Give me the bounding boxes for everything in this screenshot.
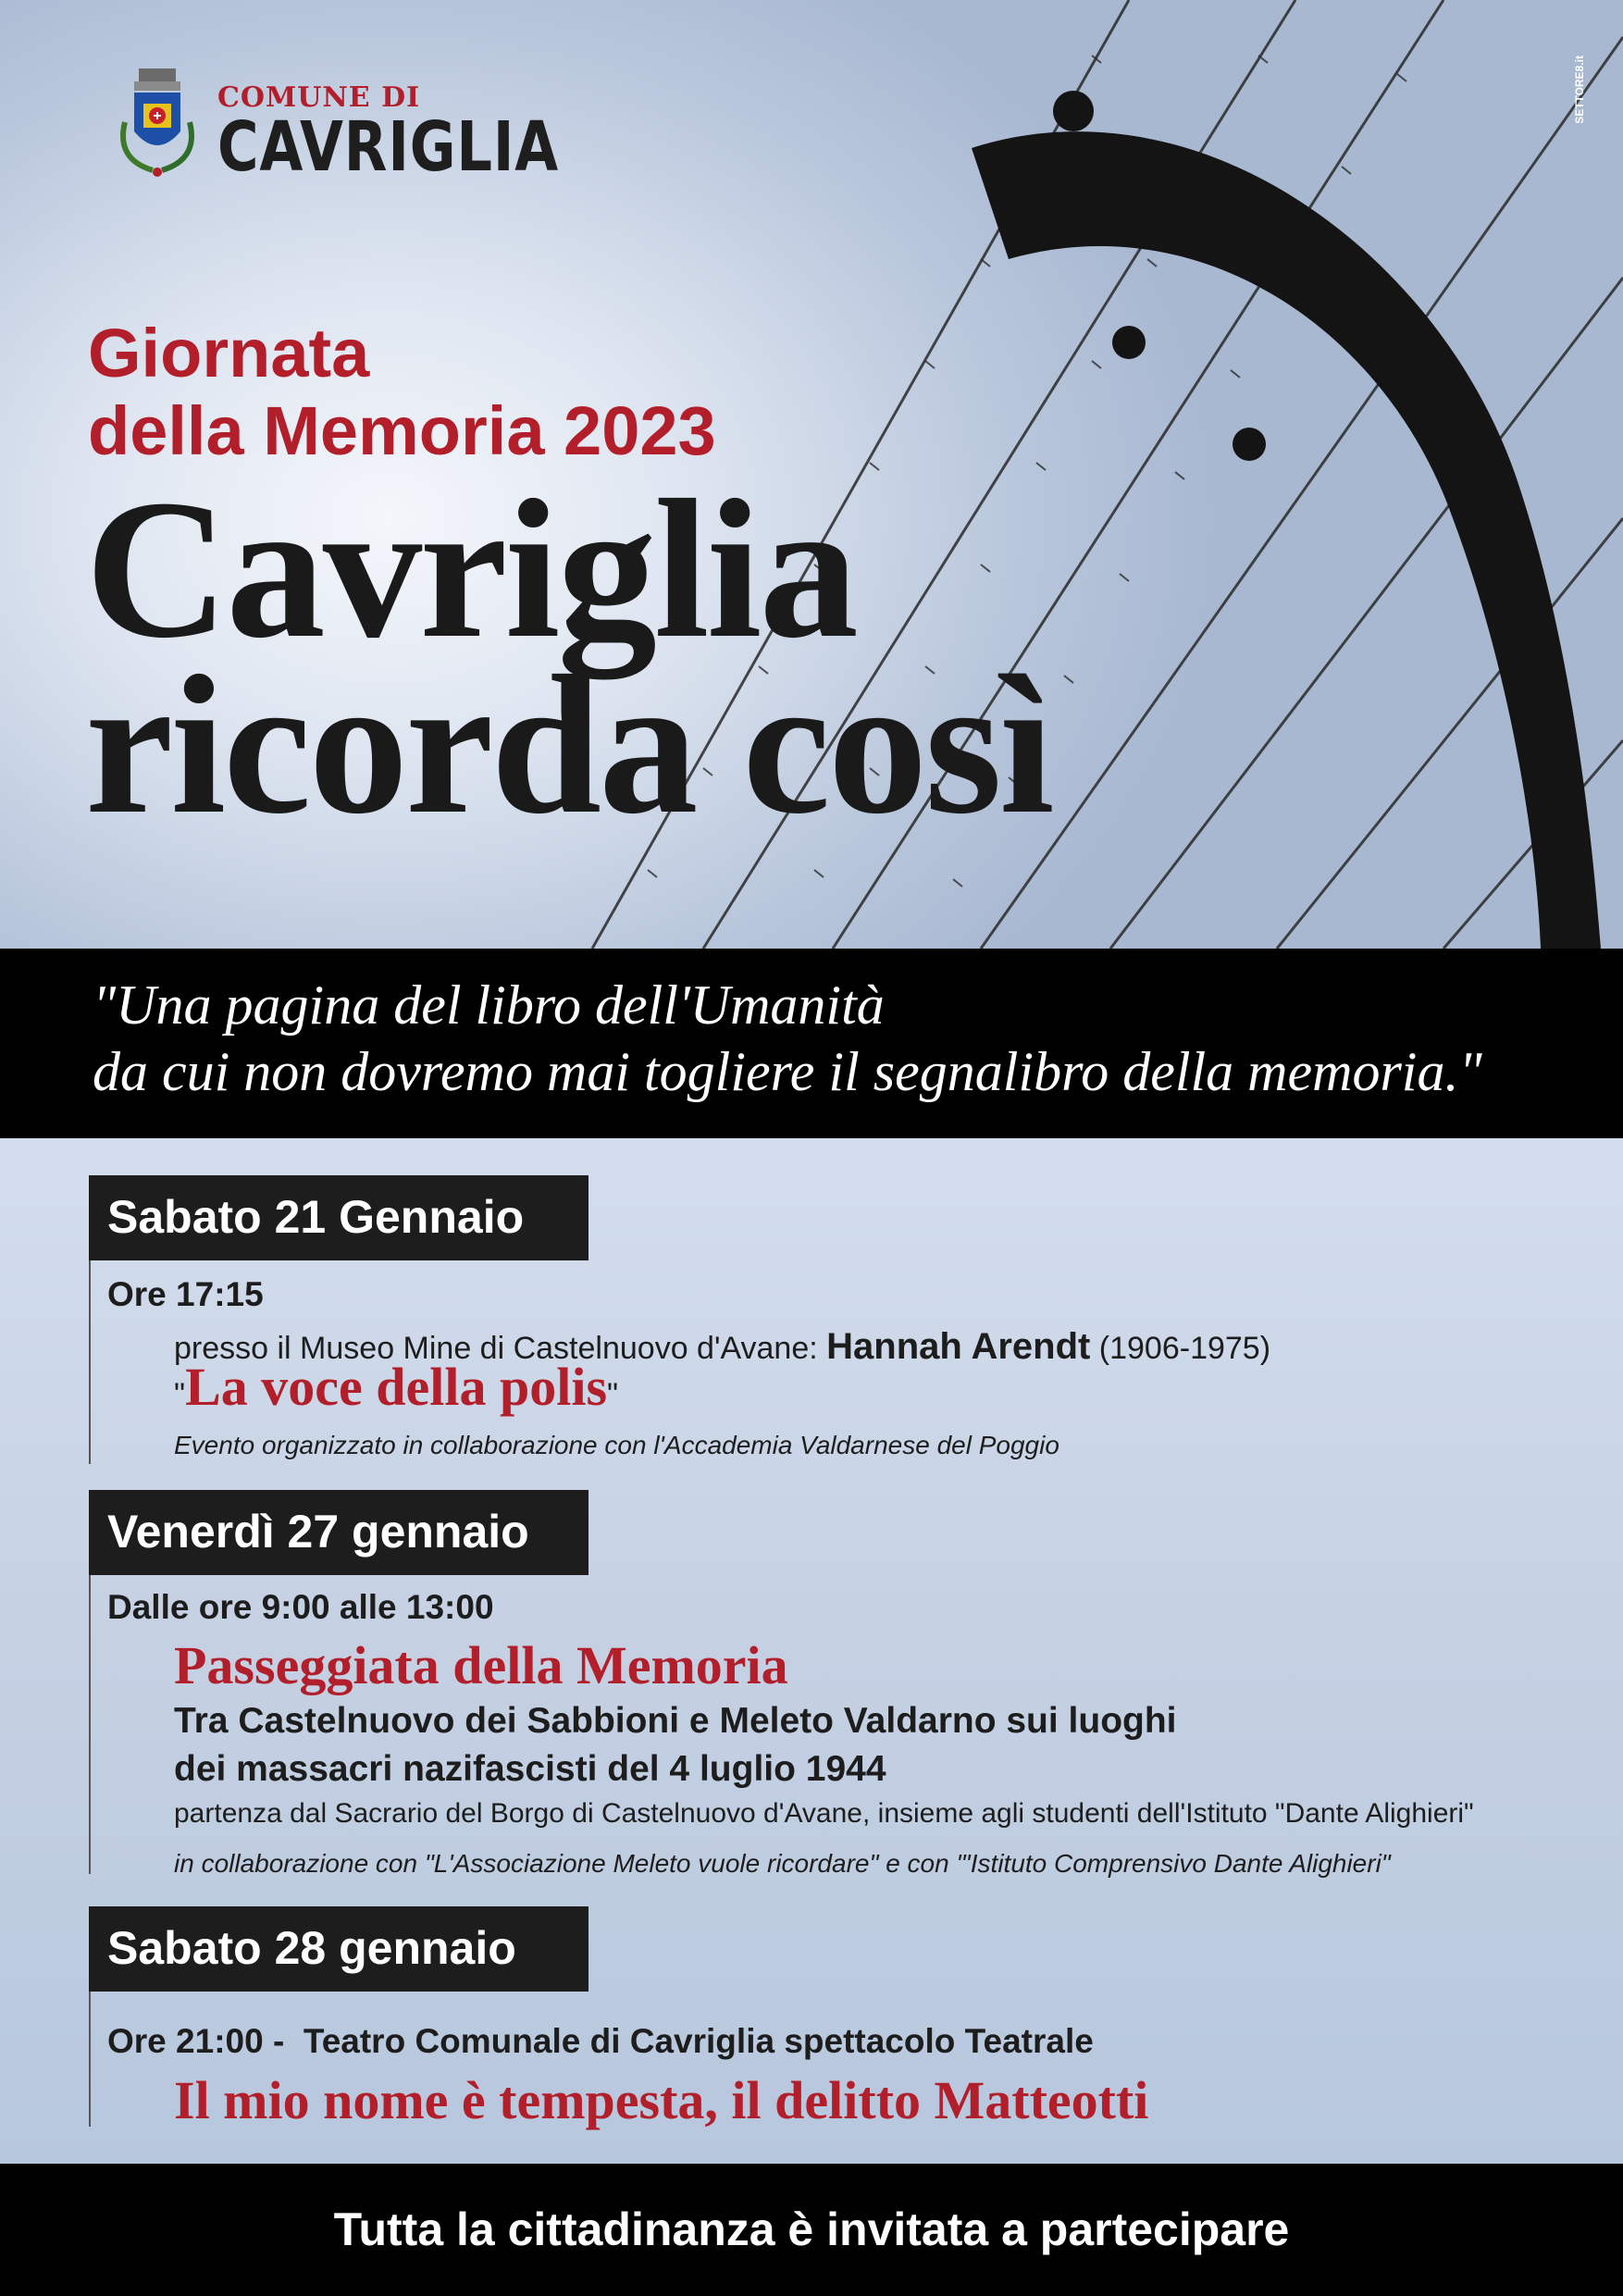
event-time: Dalle ore 9:00 alle 13:00 (107, 1588, 494, 1626)
event-details: partenza dal Sacrario del Borgo di Castelnuovo d'Avane, insieme agli studenti dell'Istituto "Dante Alighieri" (174, 1798, 1474, 1829)
event-note: Evento organizzato in collaborazione con l'Accademia Valdarnese del Poggio (174, 1431, 1059, 1459)
close-quote: " (607, 1377, 619, 1412)
main-title-line-1: Cavriglia (85, 458, 856, 679)
comune-label: COMUNE DI (217, 81, 421, 114)
event-subtitle-line-1: Tra Castelnuovo dei Sabbioni e Meleto Valdarno sui luoghi (174, 1701, 1177, 1741)
event-day-header (89, 1175, 588, 1260)
comune-name: CAVRIGLIA (217, 107, 560, 187)
event-time: Ore 21:00 - (107, 2022, 285, 2060)
quote-line-2: da cui non dovremo mai togliere il segnalibro della memoria." (93, 1041, 1482, 1102)
municipality-logo (106, 67, 560, 187)
event-place-prefix: presso il Museo Mine di Castelnuovo d'Avane: (174, 1331, 827, 1366)
event-title-text: La voce della polis (185, 1357, 608, 1417)
event-title: Passeggiata della Memoria (174, 1635, 788, 1695)
main-title (85, 458, 1052, 855)
event-speaker: Hannah Arendt (826, 1326, 1091, 1367)
event-day: Venerdì 27 gennaio (107, 1506, 529, 1558)
footer-band (0, 2164, 1623, 2296)
event-note: in collaborazione con "L'Associazione Meleto vuole ricordare" e con "'Istituto Comprensivo Dante Alighieri" (174, 1849, 1391, 1878)
event-venue: Teatro Comunale di Cavriglia spettacolo Teatrale (303, 2022, 1094, 2060)
event-subtitle-line-2: dei massacri nazifascisti del 4 luglio 1944 (174, 1749, 886, 1789)
event-day: Sabato 21 Gennaio (107, 1191, 525, 1243)
event-years: (1906-1975) (1090, 1331, 1271, 1366)
quote (93, 972, 1482, 1105)
crest-icon (106, 67, 208, 187)
credit-text: SETTORE8.it (1573, 56, 1586, 124)
open-quote: " (174, 1377, 186, 1412)
event-title (174, 1356, 618, 1418)
hero-banner (0, 0, 1623, 949)
event-day-header (89, 1490, 588, 1575)
title-line-1: Giornata (88, 315, 370, 391)
event-title: Il mio nome è tempesta, il delitto Matteotti (174, 2070, 1149, 2130)
title-line-2: della Memoria 2023 (88, 392, 716, 469)
event-time: Ore 17:15 (107, 1275, 264, 1313)
event-subtitle (174, 1697, 1177, 1793)
event-time-venue (107, 2022, 1094, 2061)
main-title-line-2: ricorda così (85, 634, 1052, 855)
event-day: Sabato 28 gennaio (107, 1922, 516, 1974)
event-series-title (88, 315, 716, 470)
event-day-header (89, 1906, 588, 1992)
footer-text: Tutta la cittadinanza è invitata a partecipare (333, 2203, 1290, 2255)
quote-line-1: "Una pagina del libro dell'Umanità (93, 974, 885, 1036)
